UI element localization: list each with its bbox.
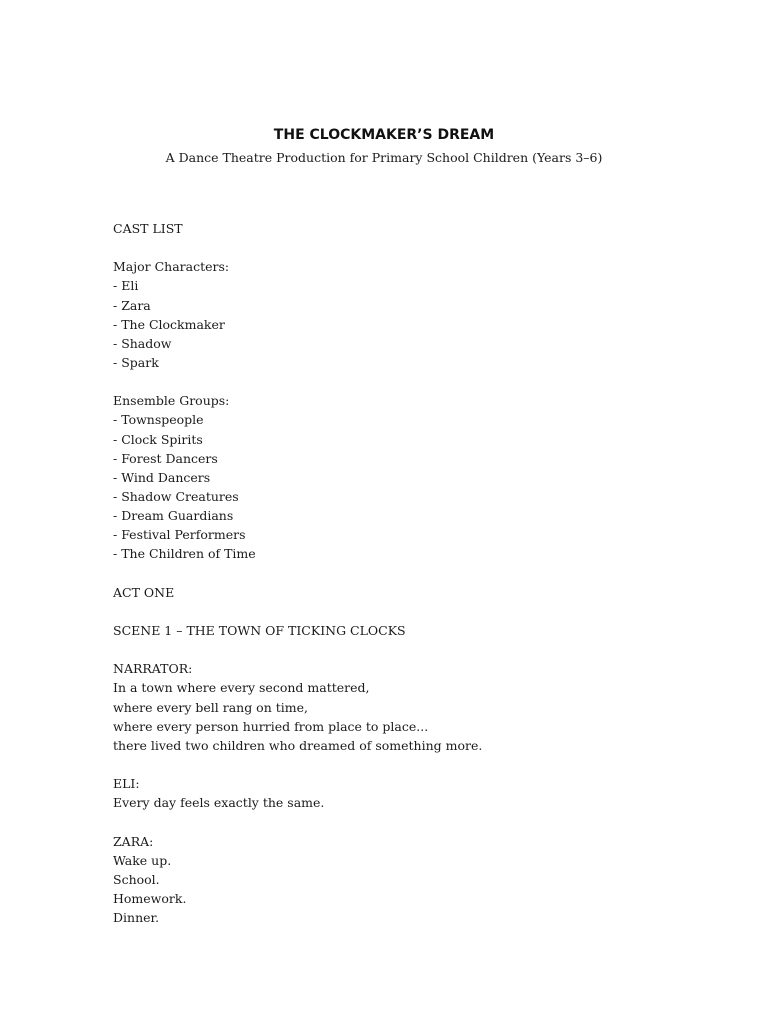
ensemble-item: - Forest Dancers <box>113 450 218 466</box>
act-heading: ACT ONE <box>113 584 175 600</box>
scene-heading: SCENE 1 – THE TOWN OF TICKING CLOCKS <box>113 622 406 638</box>
ensemble-groups-heading: Ensemble Groups: <box>113 393 230 409</box>
speaker-name: ELI: <box>113 776 140 792</box>
dialogue-line: where every bell rang on time, <box>113 699 308 715</box>
dialogue-line: Homework. <box>113 890 187 906</box>
ensemble-item: - Dream Guardians <box>113 508 234 524</box>
document-title: THE CLOCKMAKER’S DREAM <box>273 127 495 143</box>
ensemble-item: - Clock Spirits <box>113 431 203 447</box>
dialogue-line: where every person hurried from place to place... <box>113 718 429 734</box>
cast-list-heading: CAST LIST <box>113 221 183 236</box>
dialogue-line: Wake up. <box>113 852 172 868</box>
character-item: - Spark <box>113 354 159 370</box>
ensemble-item: - Shadow Creatures <box>113 488 239 504</box>
major-characters-heading: Major Characters: <box>113 259 230 275</box>
dialogue-line: In a town where every second mattered, <box>113 680 370 696</box>
ensemble-item: - Wind Dancers <box>113 469 211 485</box>
dialogue-line: Every day feels exactly the same. <box>113 795 325 811</box>
ensemble-item: - The Children of Time <box>113 546 256 562</box>
speaker-name: ZARA: <box>113 833 154 849</box>
character-item: - Zara <box>113 297 151 313</box>
ensemble-item: - Townspeople <box>113 412 204 428</box>
character-item: - Shadow <box>113 335 172 351</box>
dialogue-line: Dinner. <box>113 910 160 926</box>
dialogue-line: School. <box>113 871 160 887</box>
dialogue-line: there lived two children who dreamed of something more. <box>113 737 483 753</box>
speaker-name: NARRATOR: <box>113 661 193 677</box>
character-item: - The Clockmaker <box>113 316 225 332</box>
document-subtitle: A Dance Theatre Production for Primary School Children (Years 3–6) <box>165 150 603 165</box>
ensemble-item: - Festival Performers <box>113 527 246 543</box>
character-item: - Eli <box>113 278 139 294</box>
script-body <box>113 219 713 927</box>
